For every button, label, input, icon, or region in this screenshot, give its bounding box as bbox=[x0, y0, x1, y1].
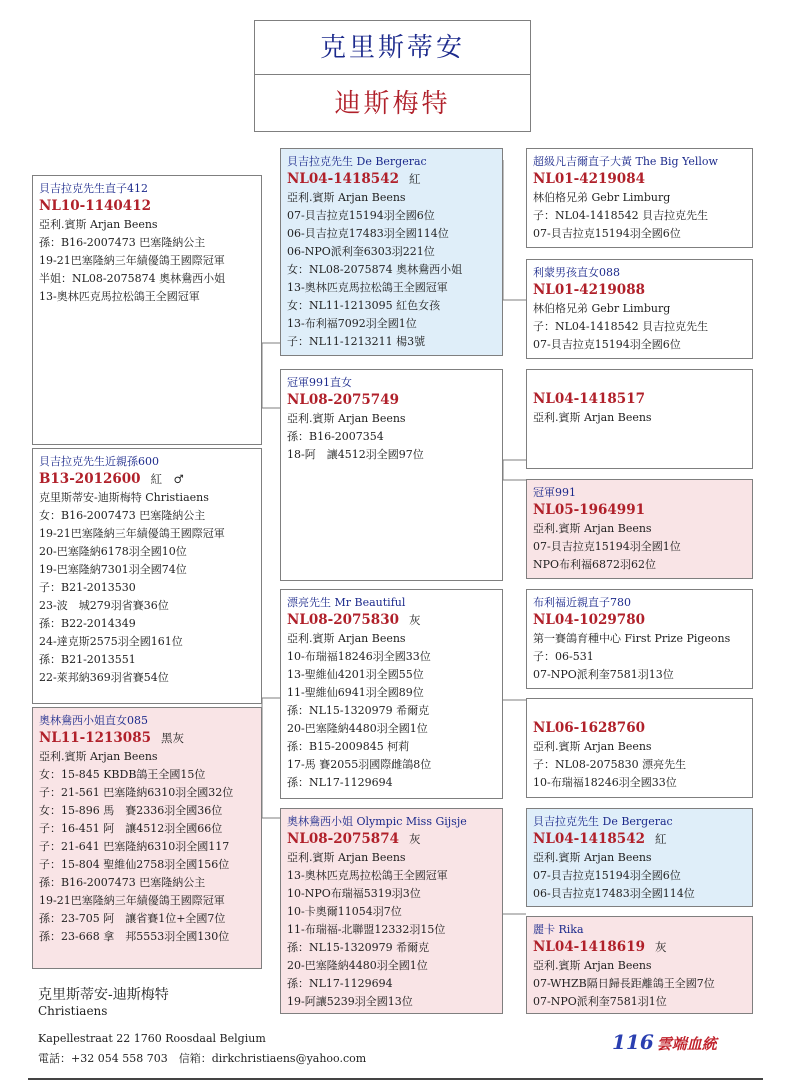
pigeon-detail: 亞利.賓斯 Arjan Beens bbox=[533, 851, 652, 864]
ring-number: NL11-1213085 黑灰 bbox=[39, 730, 184, 746]
pigeon-detail: 子：NL04-1418542 貝吉拉克先生 bbox=[533, 209, 709, 222]
pigeon-title: 漂亮先生 Mr Beautiful bbox=[287, 596, 406, 609]
pigeon-detail: 10-卡奧爾11054羽7位 bbox=[287, 905, 402, 918]
ring-number: NL01-4219084 bbox=[533, 171, 645, 187]
pigeon-detail: 亞利.賓斯 Arjan Beens bbox=[39, 218, 158, 231]
pigeon-title: 奧林鴦西小姐直女085 bbox=[39, 714, 148, 727]
pigeon-detail: 13-聖維仙4201羽全國55位 bbox=[287, 668, 424, 681]
pigeon-detail: 子：16-451 阿 讓4512羽全國66位 bbox=[39, 822, 223, 835]
pigeon-detail: 孫：B16-2007473 巴塞隆納公主 bbox=[39, 876, 206, 889]
pigeon-title: 利蒙男孩直女088 bbox=[533, 266, 620, 279]
pigeon-color: 灰 bbox=[654, 940, 667, 954]
pigeon-card-p8[interactable] bbox=[526, 148, 753, 248]
pigeon-detail: 孫：NL17-1129694 bbox=[287, 776, 393, 789]
footer-address: Kapellestraat 22 1760 Roosdaal Belgium bbox=[38, 1032, 266, 1045]
pigeon-detail: 林伯格兄弟 Gebr Limburg bbox=[533, 302, 671, 315]
pigeon-title: 貝吉拉克先生直子412 bbox=[39, 182, 148, 195]
pigeon-title: 貝吉拉克先生近親孫600 bbox=[39, 455, 159, 468]
pigeon-detail: 子：B21-2013530 bbox=[39, 581, 136, 594]
pigeon-detail: 19-21巴塞隆納三年績優鴿王國際冠軍 bbox=[39, 894, 225, 907]
pigeon-detail: 20-巴塞隆納4480羽全國1位 bbox=[287, 959, 428, 972]
pigeon-detail: 女：NL08-2075874 奧林鴦西小姐 bbox=[287, 263, 463, 276]
pigeon-detail: 子：21-561 巴塞隆納6310羽全國32位 bbox=[39, 786, 234, 799]
pigeon-card-subject[interactable] bbox=[32, 448, 262, 704]
pigeon-detail: 07-WHZB隔日歸長距離鴿王全國7位 bbox=[533, 977, 715, 990]
loft-name: 迪斯梅特 bbox=[254, 74, 531, 132]
pigeon-detail: 13-布利福7092羽全國1位 bbox=[287, 317, 417, 330]
pigeon-detail: 亞利.賓斯 Arjan Beens bbox=[287, 191, 406, 204]
pigeon-card-p5[interactable] bbox=[280, 369, 503, 581]
pigeon-title: 冠軍991 bbox=[533, 486, 576, 499]
pigeon-detail: 林伯格兄弟 Gebr Limburg bbox=[533, 191, 671, 204]
pigeon-detail: 孫：23-668 拿 邦5553羽全國130位 bbox=[39, 930, 230, 943]
pigeon-detail: 10-布瑞福18246羽全國33位 bbox=[287, 650, 431, 663]
pigeon-detail: 孫：23-705 阿 讓省賽1位+全國7位 bbox=[39, 912, 226, 925]
pigeon-detail: 子：21-641 巴塞隆納6310羽全國117 bbox=[39, 840, 230, 853]
pigeon-card-p6[interactable] bbox=[280, 589, 503, 799]
pigeon-card-p14[interactable] bbox=[526, 808, 753, 907]
ring-number: NL04-1029780 bbox=[533, 612, 645, 628]
pigeon-detail: 20-巴塞隆納6178羽全國10位 bbox=[39, 545, 187, 558]
pigeon-detail: 11-布瑞福-北聯盟12332羽15位 bbox=[287, 923, 446, 936]
pigeon-detail: 06-NPO派利奎6303羽221位 bbox=[287, 245, 435, 258]
pigeon-detail: 07-貝吉拉克15194羽全國6位 bbox=[533, 338, 681, 351]
pigeon-detail: 24-達克斯2575羽全國161位 bbox=[39, 635, 183, 648]
pigeon-detail: 女：15-896 馬 賽2336羽全國36位 bbox=[39, 804, 223, 817]
pigeon-detail: 孫：NL15-1320979 希爾克 bbox=[287, 941, 430, 954]
pigeon-card-sire-sire[interactable] bbox=[32, 175, 262, 445]
footer-breeder-name-en: Christiaens bbox=[38, 1004, 108, 1018]
pigeon-detail: 女：NL11-1213095 紅色女孩 bbox=[287, 299, 441, 312]
pigeon-color: 紅 ♂ bbox=[150, 472, 184, 486]
pigeon-detail: 第一賽鴿育種中心 First Prize Pigeons bbox=[533, 632, 731, 645]
breeder-name: 克里斯蒂安 bbox=[254, 20, 531, 75]
pigeon-detail: 亞利.賓斯 Arjan Beens bbox=[287, 851, 406, 864]
ring-number: B13-2012600 紅 ♂ bbox=[39, 471, 184, 487]
ring-number: NL10-1140412 bbox=[39, 198, 151, 214]
ring-number: NL08-2075874 灰 bbox=[287, 831, 421, 847]
pigeon-detail: NPO布利福6872羽62位 bbox=[533, 558, 657, 571]
pigeon-detail: 亞利.賓斯 Arjan Beens bbox=[533, 959, 652, 972]
pigeon-card-p10[interactable] bbox=[526, 369, 753, 469]
pigeon-color: 紅 bbox=[408, 172, 421, 186]
pigeon-card-p9[interactable] bbox=[526, 259, 753, 359]
pigeon-detail: 07-貝吉拉克15194羽全國6位 bbox=[533, 869, 681, 882]
footer-contact: 電話：+32 054 558 703 信箱：dirkchristiaens@yahoo.com bbox=[38, 1052, 367, 1065]
ring-number: NL04-1418619 灰 bbox=[533, 939, 667, 955]
pigeon-detail: 孫：B16-2007473 巴塞隆納公主 bbox=[39, 236, 206, 249]
pigeon-card-p7[interactable] bbox=[280, 808, 503, 1014]
pigeon-detail: 11-聖維仙6941羽全國89位 bbox=[287, 686, 424, 699]
pigeon-detail: 06-貝吉拉克17483羽全國114位 bbox=[533, 887, 695, 900]
pigeon-color: 紅 bbox=[654, 832, 667, 846]
pigeon-title: 奧林鴦西小姐 Olympic Miss Gijsje bbox=[287, 815, 467, 828]
pigeon-detail: 19-21巴塞隆納三年績優鴿王國際冠軍 bbox=[39, 527, 225, 540]
ring-number: NL01-4219088 bbox=[533, 282, 645, 298]
pigeon-detail: 子：NL04-1418542 貝吉拉克先生 bbox=[533, 320, 709, 333]
pigeon-detail: 子：NL11-1213211 楊3號 bbox=[287, 335, 426, 348]
pigeon-card-p13[interactable] bbox=[526, 698, 753, 798]
ring-number: NL08-2075830 灰 bbox=[287, 612, 421, 628]
pigeon-detail: 07-貝吉拉克15194羽全國6位 bbox=[533, 227, 681, 240]
ring-number: NL04-1418517 bbox=[533, 391, 645, 407]
pigeon-detail: 子：15-804 聖維仙2758羽全國156位 bbox=[39, 858, 230, 871]
pigeon-detail: 23-波 城279羽省賽36位 bbox=[39, 599, 169, 612]
pigeon-detail: 亞利.賓斯 Arjan Beens bbox=[533, 411, 652, 424]
pigeon-card-p12[interactable] bbox=[526, 589, 753, 689]
footer-breeder-name: 克里斯蒂安-迪斯梅特 bbox=[38, 987, 169, 1003]
pigeon-detail: 女：15-845 KBDB鴿王全國15位 bbox=[39, 768, 206, 781]
pigeon-detail: 20-巴塞隆納4480羽全國1位 bbox=[287, 722, 428, 735]
pigeon-card-dam[interactable] bbox=[32, 707, 262, 969]
pigeon-title: 冠軍991直女 bbox=[287, 376, 352, 389]
pigeon-detail: 19-阿讓5239羽全國13位 bbox=[287, 995, 413, 1008]
pigeon-title: 貝吉拉克先生 De Bergerac bbox=[533, 815, 673, 828]
ring-number: NL06-1628760 bbox=[533, 720, 645, 736]
pigeon-detail: 06-貝吉拉克17483羽全國114位 bbox=[287, 227, 449, 240]
pigeon-detail: 子：NL08-2075830 漂亮先生 bbox=[533, 758, 687, 771]
pigeon-detail: 孫：NL15-1320979 希爾克 bbox=[287, 704, 430, 717]
pigeon-color: 灰 bbox=[408, 613, 421, 627]
brand-logo bbox=[612, 1030, 717, 1054]
pigeon-detail: 07-貝吉拉克15194羽全國6位 bbox=[287, 209, 435, 222]
pigeon-title: 超級凡吉爾直子大黃 The Big Yellow bbox=[533, 155, 718, 168]
logo-number: 116 bbox=[612, 1030, 654, 1054]
pigeon-detail: 17-馬 賽2055羽國際雌鴿8位 bbox=[287, 758, 432, 771]
pigeon-detail: 18-阿 讓4512羽全國97位 bbox=[287, 448, 424, 461]
pigeon-detail: 女：B16-2007473 巴塞隆納公主 bbox=[39, 509, 206, 522]
pigeon-detail: 亞利.賓斯 Arjan Beens bbox=[287, 412, 406, 425]
ring-number: NL08-2075749 bbox=[287, 392, 399, 408]
pigeon-detail: 孫：B22-2014349 bbox=[39, 617, 136, 630]
pigeon-color: 黑灰 bbox=[160, 731, 184, 745]
pigeon-detail: 孫：NL17-1129694 bbox=[287, 977, 393, 990]
pigeon-card-p11[interactable] bbox=[526, 479, 753, 579]
pigeon-title: 麗卡 Rika bbox=[533, 923, 584, 936]
pigeon-detail: 半姐：NL08-2075874 奧林鴦西小姐 bbox=[39, 272, 226, 285]
pigeon-detail: 克里斯蒂安-迪斯梅特 Christiaens bbox=[39, 491, 209, 504]
pigeon-detail: 亞利.賓斯 Arjan Beens bbox=[533, 522, 652, 535]
pigeon-color: 灰 bbox=[408, 832, 421, 846]
pigeon-detail: 孫：B15-2009845 柯莉 bbox=[287, 740, 410, 753]
pigeon-detail: 亞利.賓斯 Arjan Beens bbox=[533, 740, 652, 753]
pigeon-detail: 10-布瑞福18246羽全國33位 bbox=[533, 776, 677, 789]
pigeon-detail: 19-21巴塞隆納三年績優鴿王國際冠軍 bbox=[39, 254, 225, 267]
pigeon-title: 貝吉拉克先生 De Bergerac bbox=[287, 155, 427, 168]
pigeon-detail: 亞利.賓斯 Arjan Beens bbox=[39, 750, 158, 763]
pigeon-detail: 孫：B21-2013551 bbox=[39, 653, 136, 666]
ring-number: NL04-1418542 紅 bbox=[287, 171, 421, 187]
pigeon-card-p4[interactable] bbox=[280, 148, 503, 356]
pigeon-detail: 13-奧林匹克馬拉松鴿王全國冠軍 bbox=[287, 281, 448, 294]
logo-text: 雲端血統 bbox=[656, 1035, 717, 1053]
pigeon-detail: 亞利.賓斯 Arjan Beens bbox=[287, 632, 406, 645]
pigeon-detail: 13-奧林匹克馬拉松鴿王全國冠軍 bbox=[39, 290, 200, 303]
pigeon-card-p15[interactable] bbox=[526, 916, 753, 1014]
pigeon-detail: 07-貝吉拉克15194羽全國1位 bbox=[533, 540, 681, 553]
pigeon-detail: 13-奧林匹克馬拉松鴿王全國冠軍 bbox=[287, 869, 448, 882]
bottom-divider bbox=[28, 1078, 763, 1080]
pigeon-detail: 孫：B16-2007354 bbox=[287, 430, 384, 443]
pigeon-title: 布利福近親直子780 bbox=[533, 596, 631, 609]
pigeon-detail: 子：06-531 bbox=[533, 650, 594, 663]
pigeon-detail: 07-NPO派利奎7581羽1位 bbox=[533, 995, 667, 1008]
pigeon-detail: 10-NPO布瑞福5319羽3位 bbox=[287, 887, 421, 900]
pigeon-detail: 19-巴塞隆納7301羽全國74位 bbox=[39, 563, 187, 576]
pigeon-detail: 22-萊邦納369羽省賽54位 bbox=[39, 671, 169, 684]
pigeon-detail: 07-NPO派利奎7581羽13位 bbox=[533, 668, 674, 681]
ring-number: NL05-1964991 bbox=[533, 502, 645, 518]
ring-number: NL04-1418542 紅 bbox=[533, 831, 667, 847]
